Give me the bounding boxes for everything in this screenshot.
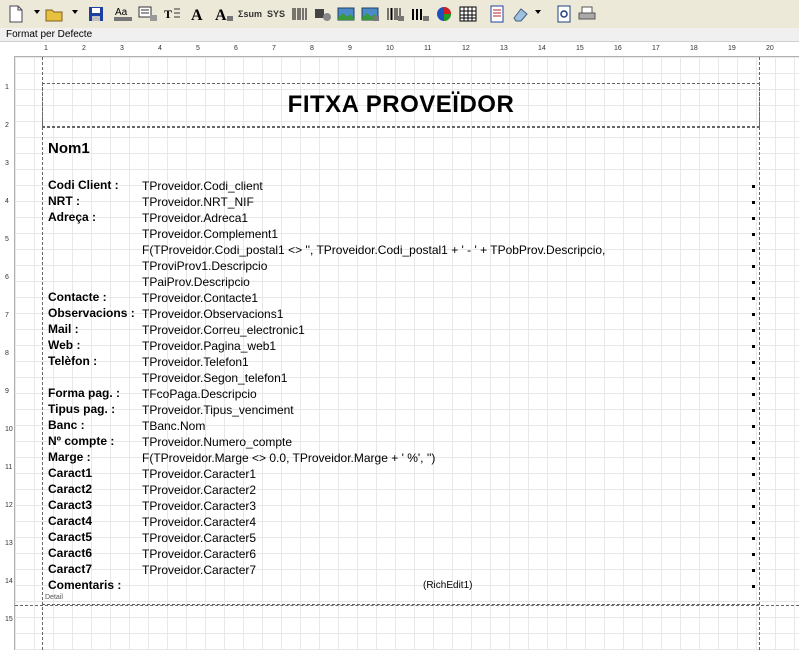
field-handle[interactable] [752, 377, 755, 380]
new-icon[interactable] [6, 4, 26, 24]
row-field[interactable]: TBanc.Nom [142, 419, 206, 433]
ruler-v-tick: 2 [5, 122, 9, 129]
field-handle[interactable] [752, 473, 755, 476]
horizontal-ruler [0, 42, 799, 57]
ruler-v-tick: 7 [5, 312, 9, 319]
sys-label: SYS [266, 9, 285, 19]
ruler-v-tick: 14 [5, 578, 13, 585]
ruler-h-tick: 3 [120, 45, 124, 52]
eraser-dropdown-icon[interactable] [535, 10, 541, 14]
row-label[interactable]: Comentaris : [48, 578, 122, 592]
ruler-v-tick: 15 [5, 616, 13, 623]
row-field[interactable]: TProveidor.Tipus_venciment [142, 403, 294, 417]
row-field[interactable]: TProveidor.Complement1 [142, 227, 279, 241]
row-field[interactable]: TProveidor.Contacte1 [142, 291, 259, 305]
ruler-v-tick: 6 [5, 274, 9, 281]
field-handle[interactable] [752, 585, 755, 588]
svg-text:Aa: Aa [115, 7, 128, 18]
rich-edit-field[interactable]: (RichEdit1) [423, 580, 473, 591]
image-icon[interactable] [336, 4, 356, 24]
row-field[interactable]: TProveidor.Caracter5 [142, 531, 257, 545]
row-field[interactable]: F(TProveidor.Codi_postal1 <> '', TProveidor.Codi_postal1 + ' - ' + TPobProv.Descripcio, [142, 243, 606, 257]
field-handle[interactable] [752, 201, 755, 204]
row-label[interactable]: Caract6 [48, 546, 93, 560]
field-handle[interactable] [752, 553, 755, 556]
field-handle[interactable] [752, 569, 755, 572]
field-handle[interactable] [752, 329, 755, 332]
field-handle[interactable] [752, 425, 755, 428]
ruler-h-tick: 15 [576, 45, 584, 52]
row-label[interactable]: Nº compte : [48, 434, 115, 448]
field-handle[interactable] [752, 441, 755, 444]
ruler-h-tick: 12 [462, 45, 470, 52]
db-text-icon[interactable] [138, 4, 158, 24]
ruler-v-tick: 5 [5, 236, 9, 243]
row-label[interactable]: Forma pag. : [48, 386, 121, 400]
sum-label: Σsum [238, 9, 262, 19]
field-handle[interactable] [752, 185, 755, 188]
ruler-v-tick: 12 [5, 502, 13, 509]
row-label[interactable]: Telèfon : [48, 354, 98, 368]
field-handle[interactable] [752, 409, 755, 412]
open-icon[interactable] [44, 4, 64, 24]
field-handle[interactable] [752, 249, 755, 252]
svg-text:A: A [215, 7, 227, 23]
ruler-v-tick: 13 [5, 540, 13, 547]
ruler-h-tick: 20 [766, 45, 774, 52]
field-handle[interactable] [752, 393, 755, 396]
grid-icon[interactable] [458, 4, 478, 24]
ruler-h-tick: 10 [386, 45, 394, 52]
row-field[interactable]: TProveidor.Caracter1 [142, 467, 257, 481]
db-image-icon[interactable] [360, 4, 380, 24]
ruler-v-tick: 8 [5, 350, 9, 357]
field-handle[interactable] [752, 521, 755, 524]
row-label[interactable]: Mail : [48, 322, 79, 336]
ruler-v-tick: 9 [5, 388, 9, 395]
field-handle[interactable] [752, 217, 755, 220]
row-field[interactable]: TProveidor.Caracter6 [142, 547, 257, 561]
ruler-h-tick: 8 [310, 45, 314, 52]
ruler-h-tick: 16 [614, 45, 622, 52]
row-field[interactable]: TProveidor.Caracter4 [142, 515, 257, 529]
row-field[interactable]: F(TProveidor.Marge <> 0.0, TProveidor.Marge + ' %', '') [142, 451, 436, 465]
open-dropdown-icon[interactable] [72, 10, 78, 14]
svg-text:T: T [164, 7, 173, 21]
ruler-h-tick: 4 [158, 45, 162, 52]
font-icon[interactable] [190, 4, 210, 24]
row-label[interactable]: Observacions : [48, 306, 135, 320]
detail-band[interactable] [42, 127, 760, 605]
field-handle[interactable] [752, 537, 755, 540]
report-canvas[interactable] [15, 57, 799, 650]
row-field[interactable]: TProveidor.Correu_electronic1 [142, 323, 305, 337]
field-handle[interactable] [752, 489, 755, 492]
row-label[interactable]: Contacte : [48, 290, 107, 304]
field-handle[interactable] [752, 361, 755, 364]
new-dropdown-icon[interactable] [34, 10, 40, 14]
row-field[interactable]: TPaiProv.Descripcio [142, 275, 250, 289]
ruler-h-tick: 1 [44, 45, 48, 52]
row-label[interactable]: Adreça : [48, 210, 97, 224]
row-label[interactable]: Caract2 [48, 482, 93, 496]
row-field[interactable]: TProveidor.Caracter7 [142, 563, 257, 577]
ruler-h-tick: 19 [728, 45, 736, 52]
row-label[interactable]: Caract1 [48, 466, 93, 480]
row-field[interactable]: TProveidor.Telefon1 [142, 355, 249, 369]
row-label[interactable]: Caract3 [48, 498, 93, 512]
toolbar [0, 0, 799, 29]
row-field[interactable]: TProveidor.NRT_NIF [142, 195, 254, 209]
svg-text:A: A [191, 7, 203, 23]
detail-band-label: Detail [45, 594, 63, 601]
row-field[interactable]: TProviProv1.Descripcio [142, 259, 268, 273]
field-handle[interactable] [752, 345, 755, 348]
row-field[interactable]: TProveidor.Segon_telefon1 [142, 371, 288, 385]
title-band[interactable] [42, 83, 760, 127]
barcode2-icon[interactable] [385, 4, 405, 24]
ruler-h-tick: 5 [196, 45, 200, 52]
shape-icon[interactable] [313, 4, 333, 24]
font-db-icon[interactable] [214, 4, 234, 24]
ruler-h-tick: 13 [500, 45, 508, 52]
ruler-v-tick: 11 [5, 464, 13, 471]
field-handle[interactable] [752, 313, 755, 316]
field-icon[interactable] [162, 4, 182, 24]
ruler-h-tick: 9 [348, 45, 352, 52]
print-icon[interactable] [577, 4, 597, 24]
ruler-h-tick: 7 [272, 45, 276, 52]
ruler-v-tick: 4 [5, 198, 9, 205]
line-icon[interactable] [410, 4, 430, 24]
band-separator [15, 605, 799, 606]
row-field[interactable]: TProveidor.Observacions1 [142, 307, 284, 321]
eraser-icon[interactable] [510, 4, 530, 24]
ruler-v-tick: 3 [5, 160, 9, 167]
row-field[interactable]: TProveidor.Caracter2 [142, 483, 257, 497]
row-label[interactable]: Codi Client : [48, 178, 119, 192]
field-handle[interactable] [752, 233, 755, 236]
row-label[interactable]: Caract5 [48, 530, 93, 544]
sum-icon[interactable] [238, 4, 262, 24]
ruler-h-tick: 18 [690, 45, 698, 52]
field-handle[interactable] [752, 281, 755, 284]
field-handle[interactable] [752, 457, 755, 460]
row-label[interactable]: Marge : [48, 450, 91, 464]
ruler-h-tick: 17 [652, 45, 660, 52]
text-tool-icon[interactable] [113, 4, 133, 24]
field-handle[interactable] [752, 265, 755, 268]
row-field[interactable]: TProveidor.Numero_compte [142, 435, 293, 449]
row-label[interactable]: Caract7 [48, 562, 93, 576]
properties-icon[interactable] [487, 4, 507, 24]
row-field[interactable]: TProveidor.Caracter3 [142, 499, 257, 513]
preview-icon[interactable] [554, 4, 574, 24]
row-field[interactable]: TFcoPaga.Descripcio [142, 387, 257, 401]
row-label[interactable]: Web : [48, 338, 81, 352]
ruler-h-tick: 14 [538, 45, 546, 52]
row-field[interactable]: TProveidor.Codi_client [142, 179, 263, 193]
ruler-h-tick: 6 [234, 45, 238, 52]
row-label[interactable]: NRT : [48, 194, 80, 208]
ruler-v-tick: 1 [5, 84, 9, 91]
ruler-h-tick: 2 [82, 45, 86, 52]
save-icon[interactable] [86, 4, 106, 24]
row-field[interactable]: TProveidor.Adreca1 [142, 211, 249, 225]
row-label[interactable]: Banc : [48, 418, 85, 432]
format-label: Format per Defecte [0, 28, 799, 42]
report-title[interactable]: FITXA PROVEÏDOR [287, 91, 515, 118]
sys-icon[interactable] [265, 4, 287, 24]
name-field[interactable]: Nom1 [48, 140, 90, 157]
row-label[interactable]: Caract4 [48, 514, 93, 528]
vertical-ruler [0, 56, 15, 650]
ruler-v-tick: 10 [5, 426, 13, 433]
row-field[interactable]: TProveidor.Pagina_web1 [142, 339, 277, 353]
field-handle[interactable] [752, 505, 755, 508]
chart-icon[interactable] [434, 4, 454, 24]
row-label[interactable]: Tipus pag. : [48, 402, 116, 416]
ruler-h-tick: 11 [424, 45, 432, 52]
field-handle[interactable] [752, 297, 755, 300]
barcode-icon[interactable] [290, 4, 310, 24]
